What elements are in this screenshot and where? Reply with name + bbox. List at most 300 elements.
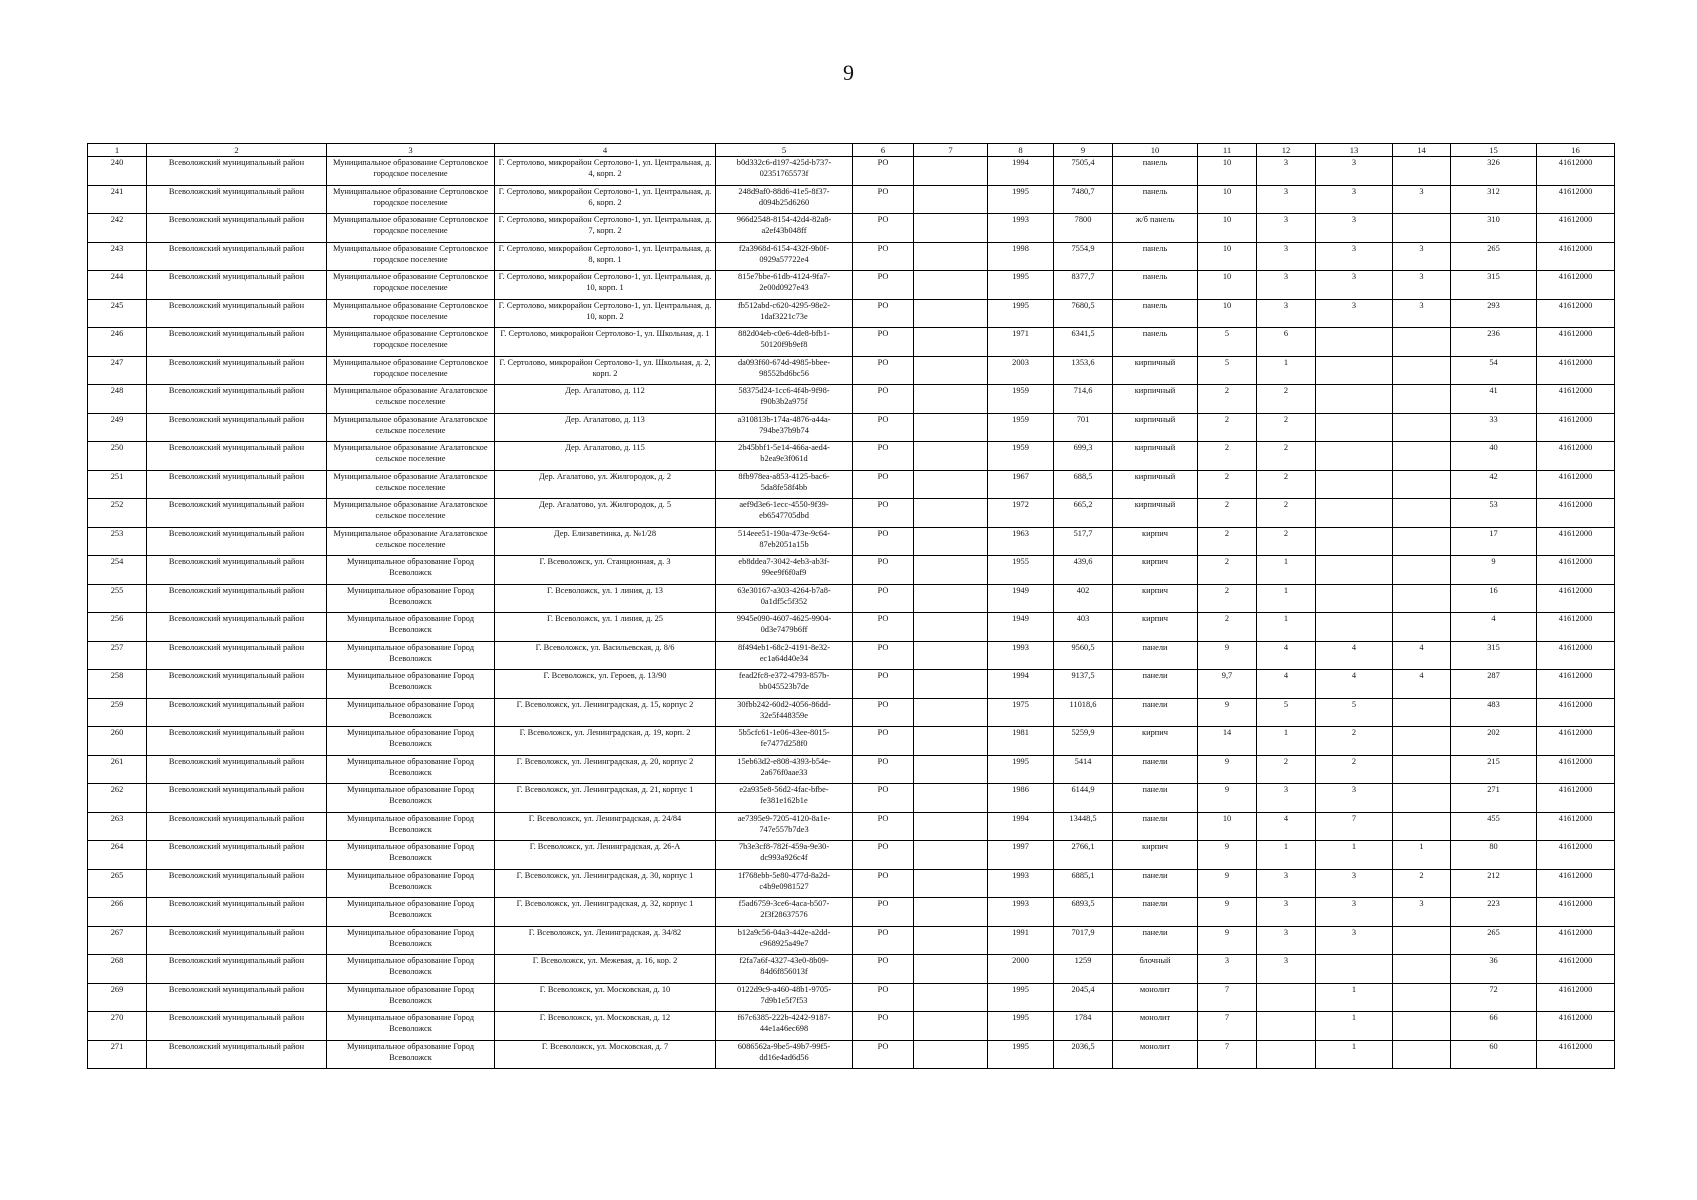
table-cell: 9	[1198, 755, 1257, 784]
table-cell: 5414	[1054, 755, 1113, 784]
table-cell: панели	[1113, 869, 1198, 898]
table-cell: 40	[1451, 442, 1537, 471]
table-cell: панель	[1113, 185, 1198, 214]
table-cell: 3	[1316, 299, 1393, 328]
table-cell: 1949	[988, 584, 1054, 613]
table-cell: 3	[1257, 869, 1316, 898]
table-cell: 256	[88, 613, 147, 642]
table-cell: 41612000	[1537, 499, 1615, 528]
table-cell: кирпичный	[1113, 385, 1198, 414]
table-cell: Г. Сертолово, микрорайон Сертолово-1, ул. Школьная, д. 1	[495, 328, 716, 357]
table-cell: 1994	[988, 157, 1054, 186]
table-cell: РО	[853, 983, 914, 1012]
table-cell: 265	[1451, 242, 1537, 271]
table-cell: 1	[1316, 1040, 1393, 1069]
table-cell: 3	[1316, 214, 1393, 243]
table-cell: РО	[853, 1040, 914, 1069]
table-cell: 439,6	[1054, 556, 1113, 585]
table-cell: 248	[88, 385, 147, 414]
table-cell: РО	[853, 157, 914, 186]
table-cell: 6893,5	[1054, 898, 1113, 927]
table-cell	[914, 584, 988, 613]
table-row	[88, 641, 1615, 670]
table-cell: 248d9af0-88d6-41e5-8f37-d094b25d6260	[716, 185, 853, 214]
table-cell: f67c6385-222b-4242-9187-44e1a46ec698	[716, 1012, 853, 1041]
table-cell: РО	[853, 328, 914, 357]
table-cell: Г. Сертолово, микрорайон Сертолово-1, ул. Центральная, д. 7, корп. 2	[495, 214, 716, 243]
table-cell: 236	[1451, 328, 1537, 357]
table-cell: 246	[88, 328, 147, 357]
table-cell	[914, 698, 988, 727]
table-cell	[914, 641, 988, 670]
table-cell: 2766,1	[1054, 841, 1113, 870]
table-cell: 41612000	[1537, 299, 1615, 328]
table-cell: РО	[853, 413, 914, 442]
table-cell: кирпичный	[1113, 470, 1198, 499]
table-cell: 8377,7	[1054, 271, 1113, 300]
table-cell: Г. Всеволожск, ул. Героев, д. 13/90	[495, 670, 716, 699]
table-cell: Г. Всеволожск, ул. Ленинградская, д. 20, корпус 2	[495, 755, 716, 784]
table-cell: панели	[1113, 784, 1198, 813]
table-cell: 3	[1257, 299, 1316, 328]
table-cell: Г. Сертолово, микрорайон Сертолово-1, ул. Центральная, д. 4, корп. 2	[495, 157, 716, 186]
table-cell: РО	[853, 926, 914, 955]
table-cell: Г. Всеволожск, ул. 1 линия, д. 25	[495, 613, 716, 642]
table-cell: 287	[1451, 670, 1537, 699]
table-cell: 1949	[988, 613, 1054, 642]
table-cell	[1257, 1012, 1316, 1041]
table-cell: 255	[88, 584, 147, 613]
table-cell: 1994	[988, 812, 1054, 841]
table-cell: Всеволожский муниципальный район	[147, 1040, 327, 1069]
table-cell: РО	[853, 784, 914, 813]
table-cell: монолит	[1113, 983, 1198, 1012]
table-cell	[1316, 442, 1393, 471]
table-row	[88, 755, 1615, 784]
table-cell: 1	[1257, 727, 1316, 756]
table-cell: 6086562a-9be5-49b7-99f5-dd16e4ad6d56	[716, 1040, 853, 1069]
table-cell: 2000	[988, 955, 1054, 984]
table-cell: 9	[1198, 641, 1257, 670]
table-cell	[1316, 356, 1393, 385]
table-cell: 17	[1451, 527, 1537, 556]
table-cell: 402	[1054, 584, 1113, 613]
table-cell: РО	[853, 242, 914, 271]
table-cell: 14	[1198, 727, 1257, 756]
table-cell: 1	[1316, 983, 1393, 1012]
table-cell: 41612000	[1537, 670, 1615, 699]
table-cell: 6	[1257, 328, 1316, 357]
table-cell: Всеволожский муниципальный район	[147, 926, 327, 955]
table-cell: fead2fc8-e372-4793-857b-bb045523b7de	[716, 670, 853, 699]
table-cell: 72	[1451, 983, 1537, 1012]
table-cell: Муниципальное образование Город Всеволожск	[327, 613, 495, 642]
table-cell: 3	[1257, 157, 1316, 186]
table-cell: 5	[1198, 356, 1257, 385]
table-cell: 1955	[988, 556, 1054, 585]
table-cell: 53	[1451, 499, 1537, 528]
table-cell: 3	[1257, 955, 1316, 984]
table-cell: РО	[853, 527, 914, 556]
table-row	[88, 499, 1615, 528]
table-cell: РО	[853, 556, 914, 585]
table-cell	[1393, 983, 1451, 1012]
table-cell: 41612000	[1537, 1040, 1615, 1069]
table-cell: 1	[1257, 613, 1316, 642]
table-cell: 2036,5	[1054, 1040, 1113, 1069]
table-cell: Всеволожский муниципальный район	[147, 641, 327, 670]
table-cell: Муниципальное образование Город Всеволожск	[327, 1040, 495, 1069]
table-cell: 1	[1316, 1012, 1393, 1041]
table-cell	[1393, 613, 1451, 642]
table-cell: 269	[88, 983, 147, 1012]
table-cell: РО	[853, 898, 914, 927]
table-cell: Муниципальное образование Город Всеволожск	[327, 670, 495, 699]
table-cell: 3	[1393, 898, 1451, 927]
column-number-header: 9	[1054, 144, 1113, 157]
table-cell: 2	[1198, 527, 1257, 556]
table-cell: Муниципальное образование Город Всеволожск	[327, 556, 495, 585]
table-cell	[1316, 955, 1393, 984]
table-cell: 42	[1451, 470, 1537, 499]
table-cell: Всеволожский муниципальный район	[147, 214, 327, 243]
table-cell: a310813b-174a-4876-a44a-794be37b9b74	[716, 413, 853, 442]
table-cell: Муниципальное образование Агалатовское сельское поселение	[327, 442, 495, 471]
table-cell: Муниципальное образование Сертоловское городское поселение	[327, 299, 495, 328]
table-row	[88, 727, 1615, 756]
table-row	[88, 983, 1615, 1012]
table-cell: 4	[1393, 670, 1451, 699]
table-cell: 15eb63d2-e808-4393-b54e-2a676f0aae33	[716, 755, 853, 784]
table-cell	[1257, 1040, 1316, 1069]
table-cell: 223	[1451, 898, 1537, 927]
table-cell: 1997	[988, 841, 1054, 870]
table-cell: 2003	[988, 356, 1054, 385]
table-cell: РО	[853, 755, 914, 784]
table-cell: панели	[1113, 898, 1198, 927]
table-cell: кирпич	[1113, 556, 1198, 585]
table-cell: 41612000	[1537, 727, 1615, 756]
table-cell	[914, 299, 988, 328]
table-cell: Дер. Агалатово, ул. Жилгородок, д. 5	[495, 499, 716, 528]
table-cell: монолит	[1113, 1040, 1198, 1069]
table-cell	[914, 556, 988, 585]
table-cell: РО	[853, 385, 914, 414]
table-cell: РО	[853, 727, 914, 756]
table-cell: 403	[1054, 613, 1113, 642]
table-cell: 315	[1451, 271, 1537, 300]
table-cell: Дер. Агалатово, ул. Жилгородок, д. 2	[495, 470, 716, 499]
table-cell	[1257, 983, 1316, 1012]
table-cell: Всеволожский муниципальный район	[147, 613, 327, 642]
table-cell: 9137,5	[1054, 670, 1113, 699]
table-cell: Г. Всеволожск, ул. Васильевская, д. 8/6	[495, 641, 716, 670]
table-cell: 41612000	[1537, 812, 1615, 841]
table-cell: Всеволожский муниципальный район	[147, 185, 327, 214]
table-cell: 1981	[988, 727, 1054, 756]
table-cell: Всеволожский муниципальный район	[147, 242, 327, 271]
table-cell: Муниципальное образование Город Всеволожск	[327, 955, 495, 984]
table-row	[88, 299, 1615, 328]
table-cell: 264	[88, 841, 147, 870]
table-row	[88, 271, 1615, 300]
table-cell: 7480,7	[1054, 185, 1113, 214]
table-cell: 41612000	[1537, 869, 1615, 898]
table-cell: РО	[853, 955, 914, 984]
table-cell: 7554,9	[1054, 242, 1113, 271]
table-cell: Муниципальное образование Город Всеволожск	[327, 1012, 495, 1041]
table-cell: ae7395e9-7205-4120-8a1e-747e557b7de3	[716, 812, 853, 841]
column-number-header: 7	[914, 144, 988, 157]
table-cell: 41612000	[1537, 470, 1615, 499]
table-cell: Муниципальное образование Сертоловское городское поселение	[327, 356, 495, 385]
table-cell: 4	[1257, 812, 1316, 841]
column-number-header: 4	[495, 144, 716, 157]
table-cell: 1995	[988, 1012, 1054, 1041]
table-cell: РО	[853, 698, 914, 727]
table-cell	[1393, 556, 1451, 585]
column-number-header: 8	[988, 144, 1054, 157]
table-cell: 10	[1198, 299, 1257, 328]
table-cell: 1	[1316, 841, 1393, 870]
table-cell: eb8ddea7-3042-4eb3-ab3f-99ee9f6f0af9	[716, 556, 853, 585]
table-cell	[1393, 926, 1451, 955]
column-number-header: 3	[327, 144, 495, 157]
table-cell	[1393, 727, 1451, 756]
table-cell: 63e30167-a303-4264-b7a8-0a1df5c5f352	[716, 584, 853, 613]
table-cell: 1993	[988, 869, 1054, 898]
table-cell: 312	[1451, 185, 1537, 214]
table-cell: 2	[1257, 413, 1316, 442]
table-cell: 1995	[988, 983, 1054, 1012]
table-cell: 16	[1451, 584, 1537, 613]
column-number-header: 6	[853, 144, 914, 157]
table-cell: 41612000	[1537, 442, 1615, 471]
table-cell: Муниципальное образование Сертоловское городское поселение	[327, 214, 495, 243]
column-number-header: 1	[88, 144, 147, 157]
table-cell: 455	[1451, 812, 1537, 841]
table-cell	[1393, 470, 1451, 499]
table-row	[88, 556, 1615, 585]
table-cell: 3	[1316, 869, 1393, 898]
table-row	[88, 214, 1615, 243]
table-cell: Всеволожский муниципальный район	[147, 499, 327, 528]
table-row	[88, 869, 1615, 898]
table-cell: Г. Всеволожск, ул. Ленинградская, д. 19, корп. 2	[495, 727, 716, 756]
table-cell: 1995	[988, 299, 1054, 328]
table-cell: Г. Всеволожск, ул. Ленинградская, д. 32, корпус 1	[495, 898, 716, 927]
table-cell: 41612000	[1537, 527, 1615, 556]
table-cell: кирпичный	[1113, 442, 1198, 471]
table-cell: 3	[1257, 898, 1316, 927]
table-cell: b0d332c6-d197-425d-b737-02351765573f	[716, 157, 853, 186]
table-cell: Всеволожский муниципальный район	[147, 584, 327, 613]
table-cell: 266	[88, 898, 147, 927]
table-cell	[1316, 470, 1393, 499]
table-row	[88, 328, 1615, 357]
table-cell: РО	[853, 299, 914, 328]
table-cell: Дер. Агалатово, д. 115	[495, 442, 716, 471]
table-cell: f2a3968d-6154-432f-9b0f-0929a57722e4	[716, 242, 853, 271]
table-cell: 1986	[988, 784, 1054, 813]
table-cell: 249	[88, 413, 147, 442]
table-row	[88, 1040, 1615, 1069]
table-cell: 1975	[988, 698, 1054, 727]
table-cell: 41612000	[1537, 641, 1615, 670]
table-cell: 5	[1257, 698, 1316, 727]
table-cell: 2	[1198, 499, 1257, 528]
table-cell: 5	[1198, 328, 1257, 357]
table-cell: кирпичный	[1113, 413, 1198, 442]
table-cell	[1393, 1040, 1451, 1069]
table-cell: 41612000	[1537, 613, 1615, 642]
table-cell: РО	[853, 841, 914, 870]
table-cell: 1967	[988, 470, 1054, 499]
table-cell: Муниципальное образование Агалатовское сельское поселение	[327, 385, 495, 414]
table-cell: 240	[88, 157, 147, 186]
table-cell: 271	[1451, 784, 1537, 813]
table-cell	[914, 784, 988, 813]
table-row	[88, 898, 1615, 927]
column-number-header: 15	[1451, 144, 1537, 157]
table-row	[88, 1012, 1615, 1041]
column-number-header: 11	[1198, 144, 1257, 157]
table-cell: панель	[1113, 157, 1198, 186]
table-cell: Муниципальное образование Город Всеволожск	[327, 983, 495, 1012]
table-row	[88, 812, 1615, 841]
table-cell: 41612000	[1537, 1012, 1615, 1041]
table-cell: Г. Всеволожск, ул. Ленинградская, д. 26-А	[495, 841, 716, 870]
table-cell	[1393, 385, 1451, 414]
table-cell: блочный	[1113, 955, 1198, 984]
table-cell: 665,2	[1054, 499, 1113, 528]
table-cell: 517,7	[1054, 527, 1113, 556]
table-cell: Муниципальное образование Город Всеволожск	[327, 898, 495, 927]
table-cell: 1959	[988, 413, 1054, 442]
table-cell: РО	[853, 869, 914, 898]
table-cell: 9	[1198, 841, 1257, 870]
table-cell: Всеволожский муниципальный район	[147, 755, 327, 784]
table-cell	[1393, 1012, 1451, 1041]
table-cell: 1971	[988, 328, 1054, 357]
table-cell	[1393, 442, 1451, 471]
table-cell: Муниципальное образование Агалатовское сельское поселение	[327, 499, 495, 528]
table-row	[88, 670, 1615, 699]
table-cell: 2	[1257, 527, 1316, 556]
table-cell: 882d04eb-c0e6-4de8-bfb1-50120f9b9ef8	[716, 328, 853, 357]
table-cell: 4	[1393, 641, 1451, 670]
table-cell	[1393, 955, 1451, 984]
table-cell	[914, 499, 988, 528]
table-cell: 2	[1257, 442, 1316, 471]
table-cell: 4	[1316, 670, 1393, 699]
table-cell: Всеволожский муниципальный район	[147, 898, 327, 927]
table-cell: 966d2548-8154-42d4-82a8-a2ef43b048ff	[716, 214, 853, 243]
table-cell: 1995	[988, 185, 1054, 214]
table-cell: 9945e090-4607-4625-9904-0d3e7479b6ff	[716, 613, 853, 642]
table-cell: Г. Сертолово, микрорайон Сертолово-1, ул. Школьная, д. 2, корп. 2	[495, 356, 716, 385]
table-cell: 9	[1198, 869, 1257, 898]
table-cell: Г. Сертолово, микрорайон Сертолово-1, ул. Центральная, д. 6, корп. 2	[495, 185, 716, 214]
table-cell: 3	[1257, 784, 1316, 813]
table-cell: 2	[1257, 385, 1316, 414]
table-cell: Всеволожский муниципальный район	[147, 812, 327, 841]
table-cell: Всеволожский муниципальный район	[147, 698, 327, 727]
table-cell	[914, 242, 988, 271]
table-cell: 3	[1393, 185, 1451, 214]
table-cell: 9	[1198, 784, 1257, 813]
table-cell: 41612000	[1537, 898, 1615, 927]
table-cell: Всеволожский муниципальный район	[147, 442, 327, 471]
table-cell: Г. Всеволожск, ул. Московская, д. 10	[495, 983, 716, 1012]
table-row	[88, 613, 1615, 642]
table-row	[88, 784, 1615, 813]
table-cell: 58375d24-1cc6-4f4b-9f98-f90b3b2a975f	[716, 385, 853, 414]
table-cell: Всеволожский муниципальный район	[147, 157, 327, 186]
table-row	[88, 356, 1615, 385]
table-row	[88, 157, 1615, 186]
table-cell: 265	[88, 869, 147, 898]
column-number-header-row	[88, 144, 1615, 157]
column-number-header: 16	[1537, 144, 1615, 157]
table-cell: 1959	[988, 442, 1054, 471]
table-cell: РО	[853, 499, 914, 528]
table-cell	[914, 385, 988, 414]
table-cell: 2	[1316, 755, 1393, 784]
table-cell: 10	[1198, 242, 1257, 271]
table-cell: монолит	[1113, 1012, 1198, 1041]
table-cell: 263	[88, 812, 147, 841]
table-cell: 265	[1451, 926, 1537, 955]
table-cell: 0122d9c9-a460-48b1-9705-7d9b1e5f7f53	[716, 983, 853, 1012]
table-cell: Г. Всеволожск, ул. Ленинградская, д. 30, корпус 1	[495, 869, 716, 898]
table-row	[88, 385, 1615, 414]
table-cell: 2045,4	[1054, 983, 1113, 1012]
table-cell: 815e7bbe-61db-4124-9fa7-2e00d0927e43	[716, 271, 853, 300]
table-cell: Г. Сертолово, микрорайон Сертолово-1, ул. Центральная, д. 8, корп. 1	[495, 242, 716, 271]
table-cell: 8f494eb1-68c2-4191-8e32-ec1a64d40e34	[716, 641, 853, 670]
table-cell	[914, 413, 988, 442]
table-cell: 41612000	[1537, 356, 1615, 385]
table-cell: 41612000	[1537, 328, 1615, 357]
table-cell: 41612000	[1537, 926, 1615, 955]
table-cell: 1993	[988, 641, 1054, 670]
table-cell: 41612000	[1537, 157, 1615, 186]
table-cell: 3	[1316, 784, 1393, 813]
table-cell	[914, 983, 988, 1012]
table-cell: 293	[1451, 299, 1537, 328]
table-cell: 41612000	[1537, 413, 1615, 442]
table-cell: Всеволожский муниципальный район	[147, 413, 327, 442]
table-cell: Муниципальное образование Город Всеволожск	[327, 869, 495, 898]
table-cell: 251	[88, 470, 147, 499]
table-cell: 259	[88, 698, 147, 727]
table-cell: 5259,9	[1054, 727, 1113, 756]
table-cell: 270	[88, 1012, 147, 1041]
column-number-header: 10	[1113, 144, 1198, 157]
table-cell	[914, 356, 988, 385]
table-cell: РО	[853, 356, 914, 385]
table-cell: Г. Всеволожск, ул. Ленинградская, д. 21, корпус 1	[495, 784, 716, 813]
table-cell: РО	[853, 584, 914, 613]
table-cell: кирпичный	[1113, 356, 1198, 385]
table-cell: 1994	[988, 670, 1054, 699]
table-cell	[914, 898, 988, 927]
table-cell: Муниципальное образование Город Всеволожск	[327, 698, 495, 727]
table-cell: 41612000	[1537, 556, 1615, 585]
table-cell: Всеволожский муниципальный район	[147, 299, 327, 328]
table-cell: 41612000	[1537, 271, 1615, 300]
